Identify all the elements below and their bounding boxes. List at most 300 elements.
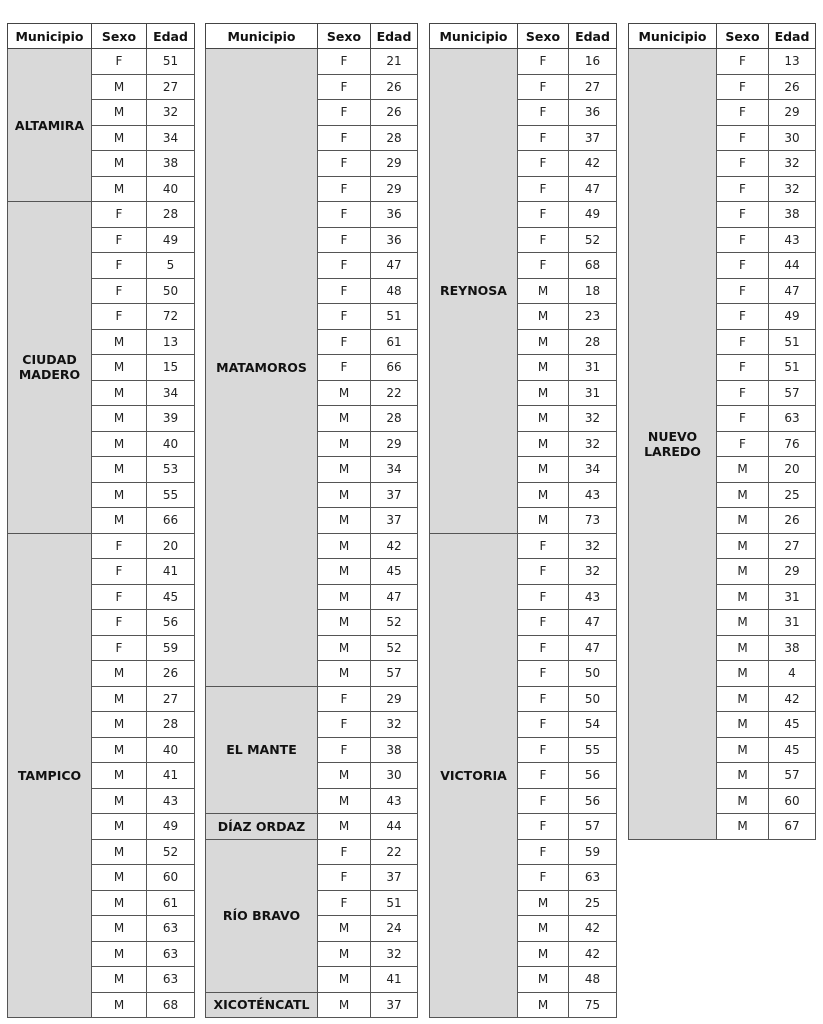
header-sexo: Sexo [318, 24, 371, 49]
municipio-cell: CIUDAD MADERO [8, 202, 92, 534]
edad-cell: 45 [147, 584, 195, 610]
edad-cell: 41 [147, 559, 195, 585]
edad-cell: 68 [569, 253, 617, 279]
edad-cell: 31 [769, 584, 816, 610]
edad-cell: 36 [371, 202, 418, 228]
edad-cell: 15 [147, 355, 195, 381]
sexo-cell: F [717, 278, 769, 304]
sexo-cell: M [92, 380, 147, 406]
edad-cell: 34 [371, 457, 418, 483]
sexo-cell: F [518, 865, 569, 891]
sexo-cell: M [318, 967, 371, 993]
edad-cell: 30 [769, 125, 816, 151]
edad-cell: 28 [371, 406, 418, 432]
edad-cell: 45 [769, 712, 816, 738]
sexo-cell: F [318, 712, 371, 738]
edad-cell: 56 [569, 788, 617, 814]
sexo-cell: M [717, 457, 769, 483]
sexo-cell: F [92, 227, 147, 253]
edad-cell: 37 [569, 125, 617, 151]
edad-cell: 29 [371, 176, 418, 202]
sexo-cell: M [92, 508, 147, 534]
edad-cell: 25 [569, 890, 617, 916]
edad-cell: 40 [147, 737, 195, 763]
edad-cell: 32 [371, 941, 418, 967]
municipio-cell: VICTORIA [430, 533, 518, 1018]
edad-cell: 50 [569, 686, 617, 712]
edad-cell: 30 [371, 763, 418, 789]
sexo-cell: F [518, 661, 569, 687]
sexo-cell: M [92, 406, 147, 432]
sexo-cell: M [717, 763, 769, 789]
sexo-cell: M [518, 304, 569, 330]
municipio-cell: EL MANTE [206, 686, 318, 814]
sexo-cell: F [92, 610, 147, 636]
sexo-cell: M [518, 508, 569, 534]
header-sexo: Sexo [518, 24, 569, 49]
header-edad: Edad [569, 24, 617, 49]
sexo-cell: F [92, 253, 147, 279]
sexo-cell: F [717, 355, 769, 381]
edad-cell: 51 [371, 890, 418, 916]
data-table-3 [429, 23, 617, 1018]
edad-cell: 53 [147, 457, 195, 483]
sexo-cell: F [518, 610, 569, 636]
edad-cell: 13 [147, 329, 195, 355]
sexo-cell: F [518, 788, 569, 814]
edad-cell: 29 [769, 559, 816, 585]
sexo-cell: F [92, 533, 147, 559]
edad-cell: 20 [147, 533, 195, 559]
municipio-cell: MATAMOROS [206, 49, 318, 687]
edad-cell: 42 [569, 151, 617, 177]
edad-cell: 31 [569, 355, 617, 381]
sexo-cell: F [518, 635, 569, 661]
sexo-cell: M [518, 457, 569, 483]
sexo-cell: M [318, 406, 371, 432]
edad-cell: 43 [371, 788, 418, 814]
header-municipio: Municipio [629, 24, 717, 49]
municipio-cell: RÍO BRAVO [206, 839, 318, 992]
edad-cell: 37 [371, 865, 418, 891]
sexo-cell: F [518, 712, 569, 738]
edad-cell: 47 [371, 253, 418, 279]
sexo-cell: M [92, 712, 147, 738]
edad-cell: 47 [569, 176, 617, 202]
edad-cell: 29 [371, 431, 418, 457]
header-sexo: Sexo [717, 24, 769, 49]
sexo-cell: M [518, 406, 569, 432]
sexo-cell: M [518, 941, 569, 967]
sexo-cell: M [518, 967, 569, 993]
table-row [430, 533, 617, 559]
edad-cell: 63 [769, 406, 816, 432]
sexo-cell: M [518, 431, 569, 457]
sexo-cell: M [318, 661, 371, 687]
sexo-cell: F [518, 49, 569, 75]
header-municipio: Municipio [430, 24, 518, 49]
edad-cell: 36 [569, 100, 617, 126]
sexo-cell: F [318, 890, 371, 916]
table-row [206, 814, 418, 840]
sexo-cell: F [92, 635, 147, 661]
edad-cell: 4 [769, 661, 816, 687]
edad-cell: 57 [569, 814, 617, 840]
sexo-cell: M [717, 584, 769, 610]
sexo-cell: F [717, 227, 769, 253]
edad-cell: 52 [371, 635, 418, 661]
data-table-1 [7, 23, 195, 1018]
edad-cell: 38 [769, 635, 816, 661]
edad-cell: 26 [147, 661, 195, 687]
table-row [8, 202, 195, 228]
edad-cell: 42 [769, 686, 816, 712]
sexo-cell: F [318, 202, 371, 228]
edad-cell: 42 [371, 533, 418, 559]
edad-cell: 52 [371, 610, 418, 636]
sexo-cell: F [318, 151, 371, 177]
table-row [629, 49, 816, 75]
edad-cell: 49 [569, 202, 617, 228]
sexo-cell: F [318, 227, 371, 253]
edad-cell: 66 [371, 355, 418, 381]
edad-cell: 57 [371, 661, 418, 687]
sexo-cell: M [92, 100, 147, 126]
edad-cell: 40 [147, 176, 195, 202]
sexo-cell: M [318, 763, 371, 789]
edad-cell: 27 [569, 74, 617, 100]
edad-cell: 63 [147, 916, 195, 942]
sexo-cell: F [518, 584, 569, 610]
edad-cell: 32 [569, 431, 617, 457]
edad-cell: 42 [569, 916, 617, 942]
edad-cell: 51 [371, 304, 418, 330]
edad-cell: 56 [569, 763, 617, 789]
header-edad: Edad [371, 24, 418, 49]
edad-cell: 49 [147, 227, 195, 253]
edad-cell: 41 [147, 763, 195, 789]
edad-cell: 72 [147, 304, 195, 330]
sexo-cell: M [518, 329, 569, 355]
sexo-cell: F [92, 202, 147, 228]
edad-cell: 43 [569, 584, 617, 610]
edad-cell: 29 [769, 100, 816, 126]
sexo-cell: M [717, 788, 769, 814]
edad-cell: 63 [569, 865, 617, 891]
sexo-cell: M [92, 431, 147, 457]
sexo-cell: M [717, 635, 769, 661]
edad-cell: 76 [769, 431, 816, 457]
edad-cell: 47 [569, 635, 617, 661]
edad-cell: 28 [371, 125, 418, 151]
edad-cell: 51 [769, 329, 816, 355]
edad-cell: 32 [371, 712, 418, 738]
edad-cell: 40 [147, 431, 195, 457]
sexo-cell: M [92, 992, 147, 1018]
header-edad: Edad [769, 24, 816, 49]
edad-cell: 28 [147, 712, 195, 738]
sexo-cell: M [92, 74, 147, 100]
sexo-cell: F [717, 329, 769, 355]
edad-cell: 16 [569, 49, 617, 75]
sexo-cell: F [518, 559, 569, 585]
municipio-cell: TAMPICO [8, 533, 92, 1018]
sexo-cell: M [92, 686, 147, 712]
edad-cell: 56 [147, 610, 195, 636]
edad-cell: 26 [371, 100, 418, 126]
sexo-cell: M [318, 508, 371, 534]
edad-cell: 50 [569, 661, 617, 687]
sexo-cell: F [518, 814, 569, 840]
edad-cell: 18 [569, 278, 617, 304]
edad-cell: 27 [147, 686, 195, 712]
municipio-cell: ALTAMIRA [8, 49, 92, 202]
sexo-cell: M [318, 584, 371, 610]
edad-cell: 37 [371, 992, 418, 1018]
sexo-cell: M [518, 380, 569, 406]
edad-cell: 26 [769, 508, 816, 534]
edad-cell: 32 [769, 151, 816, 177]
sexo-cell: F [518, 253, 569, 279]
edad-cell: 27 [769, 533, 816, 559]
sexo-cell: F [318, 329, 371, 355]
sexo-cell: M [92, 967, 147, 993]
header-municipio: Municipio [8, 24, 92, 49]
edad-cell: 45 [371, 559, 418, 585]
table-row [206, 686, 418, 712]
edad-cell: 28 [569, 329, 617, 355]
edad-cell: 38 [769, 202, 816, 228]
sexo-cell: M [318, 992, 371, 1018]
sexo-cell: F [717, 151, 769, 177]
edad-cell: 31 [769, 610, 816, 636]
edad-cell: 60 [147, 865, 195, 891]
sexo-cell: M [717, 686, 769, 712]
sexo-cell: M [318, 916, 371, 942]
edad-cell: 59 [569, 839, 617, 865]
edad-cell: 34 [147, 125, 195, 151]
sexo-cell: F [92, 304, 147, 330]
sexo-cell: M [717, 737, 769, 763]
edad-cell: 34 [147, 380, 195, 406]
sexo-cell: M [717, 482, 769, 508]
sexo-cell: F [518, 763, 569, 789]
sexo-cell: M [518, 916, 569, 942]
edad-cell: 48 [371, 278, 418, 304]
sexo-cell: F [518, 125, 569, 151]
edad-cell: 55 [147, 482, 195, 508]
edad-cell: 49 [769, 304, 816, 330]
sexo-cell: F [518, 839, 569, 865]
sexo-cell: F [717, 176, 769, 202]
sexo-cell: F [518, 100, 569, 126]
edad-cell: 55 [569, 737, 617, 763]
sexo-cell: M [717, 712, 769, 738]
sexo-cell: F [318, 74, 371, 100]
sexo-cell: F [717, 125, 769, 151]
sexo-cell: F [92, 278, 147, 304]
sexo-cell: M [717, 533, 769, 559]
edad-cell: 13 [769, 49, 816, 75]
table-row [206, 992, 418, 1018]
municipio-cell: XICOTÉNCATL [206, 992, 318, 1018]
sexo-cell: F [318, 355, 371, 381]
edad-cell: 61 [371, 329, 418, 355]
sexo-cell: F [518, 151, 569, 177]
edad-cell: 54 [569, 712, 617, 738]
municipio-cell: REYNOSA [430, 49, 518, 534]
edad-cell: 32 [569, 533, 617, 559]
edad-cell: 44 [769, 253, 816, 279]
sexo-cell: F [92, 49, 147, 75]
sexo-cell: M [518, 482, 569, 508]
edad-cell: 60 [769, 788, 816, 814]
sexo-cell: M [318, 610, 371, 636]
sexo-cell: F [518, 176, 569, 202]
sexo-cell: M [518, 890, 569, 916]
sexo-cell: F [318, 49, 371, 75]
edad-cell: 52 [147, 839, 195, 865]
sexo-cell: M [92, 329, 147, 355]
sexo-cell: F [717, 253, 769, 279]
sexo-cell: M [518, 355, 569, 381]
edad-cell: 52 [569, 227, 617, 253]
sexo-cell: F [318, 865, 371, 891]
sexo-cell: F [518, 74, 569, 100]
edad-cell: 25 [769, 482, 816, 508]
sexo-cell: F [318, 100, 371, 126]
table-row [8, 49, 195, 75]
sexo-cell: F [318, 253, 371, 279]
edad-cell: 22 [371, 839, 418, 865]
edad-cell: 37 [371, 482, 418, 508]
edad-cell: 41 [371, 967, 418, 993]
sexo-cell: M [92, 151, 147, 177]
sexo-cell: F [518, 202, 569, 228]
sexo-cell: F [717, 74, 769, 100]
edad-cell: 27 [147, 74, 195, 100]
sexo-cell: M [92, 865, 147, 891]
data-table-2 [205, 23, 418, 1018]
edad-cell: 28 [147, 202, 195, 228]
sexo-cell: F [717, 202, 769, 228]
sexo-cell: M [717, 661, 769, 687]
sexo-cell: M [92, 482, 147, 508]
edad-cell: 21 [371, 49, 418, 75]
sexo-cell: M [318, 788, 371, 814]
edad-cell: 38 [147, 151, 195, 177]
table-row [8, 533, 195, 559]
municipio-cell: DÍAZ ORDAZ [206, 814, 318, 840]
edad-cell: 20 [769, 457, 816, 483]
edad-cell: 29 [371, 686, 418, 712]
edad-cell: 26 [769, 74, 816, 100]
sexo-cell: F [518, 227, 569, 253]
sexo-cell: F [518, 686, 569, 712]
sexo-cell: M [92, 355, 147, 381]
sexo-cell: F [717, 380, 769, 406]
table-row [206, 49, 418, 75]
sexo-cell: M [92, 941, 147, 967]
sexo-cell: M [92, 890, 147, 916]
edad-cell: 24 [371, 916, 418, 942]
edad-cell: 32 [569, 559, 617, 585]
sexo-cell: F [318, 304, 371, 330]
sexo-cell: M [318, 635, 371, 661]
edad-cell: 32 [569, 406, 617, 432]
edad-cell: 75 [569, 992, 617, 1018]
edad-cell: 63 [147, 941, 195, 967]
edad-cell: 47 [769, 278, 816, 304]
edad-cell: 63 [147, 967, 195, 993]
sexo-cell: M [92, 457, 147, 483]
sexo-cell: M [318, 559, 371, 585]
edad-cell: 66 [147, 508, 195, 534]
sexo-cell: F [717, 406, 769, 432]
edad-cell: 5 [147, 253, 195, 279]
edad-cell: 49 [147, 814, 195, 840]
sexo-cell: M [318, 482, 371, 508]
sexo-cell: F [518, 737, 569, 763]
header-municipio: Municipio [206, 24, 318, 49]
edad-cell: 43 [769, 227, 816, 253]
edad-cell: 43 [569, 482, 617, 508]
sexo-cell: F [318, 839, 371, 865]
table-row [430, 49, 617, 75]
sexo-cell: M [318, 431, 371, 457]
sexo-cell: F [318, 278, 371, 304]
sexo-cell: M [717, 610, 769, 636]
edad-cell: 45 [769, 737, 816, 763]
sexo-cell: M [92, 125, 147, 151]
sexo-cell: F [717, 304, 769, 330]
edad-cell: 48 [569, 967, 617, 993]
sexo-cell: F [92, 559, 147, 585]
data-table-4 [628, 23, 816, 840]
edad-cell: 47 [371, 584, 418, 610]
edad-cell: 59 [147, 635, 195, 661]
sexo-cell: M [92, 763, 147, 789]
edad-cell: 36 [371, 227, 418, 253]
sexo-cell: M [518, 278, 569, 304]
edad-cell: 68 [147, 992, 195, 1018]
sexo-cell: M [92, 814, 147, 840]
header-sexo: Sexo [92, 24, 147, 49]
edad-cell: 50 [147, 278, 195, 304]
sexo-cell: M [318, 457, 371, 483]
sexo-cell: M [92, 839, 147, 865]
sexo-cell: F [318, 176, 371, 202]
sexo-cell: M [92, 176, 147, 202]
edad-cell: 38 [371, 737, 418, 763]
sexo-cell: M [92, 737, 147, 763]
sexo-cell: M [717, 508, 769, 534]
sexo-cell: M [717, 559, 769, 585]
sexo-cell: M [518, 992, 569, 1018]
sexo-cell: M [92, 788, 147, 814]
edad-cell: 42 [569, 941, 617, 967]
sexo-cell: F [717, 100, 769, 126]
header-edad: Edad [147, 24, 195, 49]
sexo-cell: M [318, 814, 371, 840]
sexo-cell: F [717, 49, 769, 75]
edad-cell: 51 [769, 355, 816, 381]
edad-cell: 43 [147, 788, 195, 814]
edad-cell: 32 [147, 100, 195, 126]
edad-cell: 61 [147, 890, 195, 916]
sexo-cell: M [92, 916, 147, 942]
edad-cell: 44 [371, 814, 418, 840]
